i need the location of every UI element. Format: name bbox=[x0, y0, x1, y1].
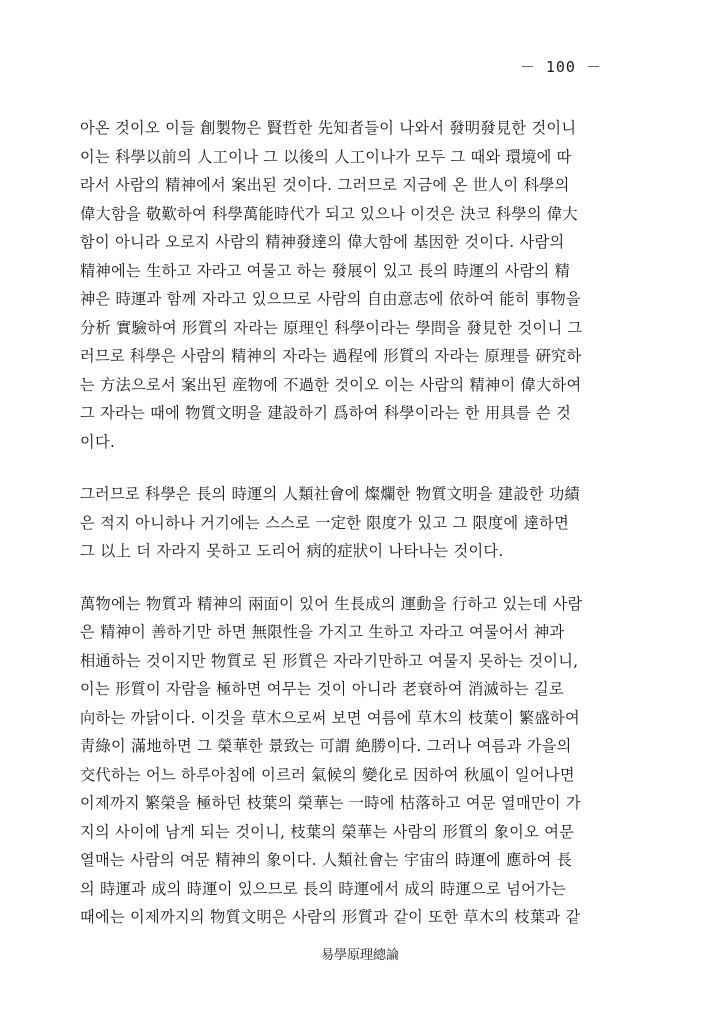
body-text bbox=[80, 114, 640, 932]
text-line: 萬物에는 物質과 精神의 兩面이 있어 生長成의 運動을 行하고 있는데 사람 bbox=[80, 594, 583, 613]
paragraph-3 bbox=[80, 590, 640, 932]
text-line: 精神에는 生하고 자라고 여물고 하는 發展이 있고 長의 時運의 사람의 精 bbox=[80, 261, 571, 280]
text-line: 지의 사이에 남게 되는 것이니, 枝葉의 榮華는 사람의 形質의 象이오 여문 bbox=[80, 822, 575, 841]
page-number: － 100 － bbox=[519, 58, 602, 76]
text-line: 그 以上 더 자라지 못하고 도리어 病的症狀이 나타나는 것이다. bbox=[80, 542, 504, 560]
text-line: 이는 科學以前의 人工이나 그 以後의 人工이나가 모두 그 때와 環境에 따 bbox=[80, 147, 572, 166]
text-line: 分析 實驗하여 形質의 자라는 原理인 科學이라는 學問을 發見한 것이니 그 bbox=[80, 318, 583, 337]
text-line: 함이 아니라 오로지 사람의 精神發達의 偉大함에 基因한 것이다. 사람의 bbox=[80, 233, 565, 251]
text-line: 靑綠이 滿地하면 그 榮華한 景致는 可謂 絶勝이다. 그러나 여름과 가을의 bbox=[80, 737, 572, 755]
text-line: 그러므로 科學은 長의 時運의 人類社會에 燦爛한 物質文明을 建設한 功績 bbox=[80, 485, 580, 503]
text-line: 은 적지 아니하나 거기에는 스스로 一定한 限度가 있고 그 限度에 達하면 bbox=[80, 513, 570, 532]
text-line: 열매는 사람의 여문 精神의 象이다. 人類社會는 宇宙의 時運에 應하여 長 bbox=[80, 851, 573, 869]
text-line: 이제까지 繁榮을 極하던 枝葉의 榮華는 一時에 枯落하고 여문 열매만이 가 bbox=[80, 794, 581, 812]
text-line: 는 方法으로서 案出된 産物에 不過한 것이오 이는 사람의 精神이 偉大하여 bbox=[80, 375, 582, 394]
text-line: 라서 사람의 精神에서 案出된 것이다. 그러므로 지금에 온 世人이 科學의 bbox=[80, 176, 570, 194]
text-line: 이는 形質이 자람을 極하면 여무는 것이 아니라 老衰하여 消滅하는 길로 bbox=[80, 680, 564, 698]
text-line: 러므로 科學은 사람의 精神의 자라는 過程에 形質의 자라는 原理를 硏究하 bbox=[80, 347, 582, 365]
page-footer: 易學原理總論 bbox=[320, 948, 399, 963]
text-line: 이다. bbox=[80, 432, 116, 451]
text-line: 交代하는 어느 하루아침에 이르러 氣候의 變化로 因하여 秋風이 일어나면 bbox=[80, 765, 575, 784]
text-line: 偉大함을 敬歎하여 科學萬能時代가 되고 있으나 이것은 決코 科學의 偉大 bbox=[80, 204, 578, 223]
text-line: 아온 것이오 이들 創製物은 賢哲한 先知者들이 나와서 發明發見한 것이니 bbox=[80, 119, 577, 137]
text-line: 向하는 까닭이다. 이것을 草木으로써 보면 여름에 草木의 枝葉이 繁盛하여 bbox=[80, 708, 580, 727]
text-line: 의 時運과 成의 時運이 있으므로 長의 時運에서 成의 時運으로 넘어가는 bbox=[80, 879, 566, 898]
text-line: 相通하는 것이지만 物質로 된 形質은 자라기만하고 여물지 못하는 것이니, bbox=[80, 651, 579, 670]
text-line: 그 자라는 때에 物質文明을 建設하기 爲하여 科學이라는 한 用具를 쓴 것 bbox=[80, 404, 572, 422]
paragraph-1 bbox=[80, 114, 640, 456]
paragraph-gap bbox=[80, 566, 640, 590]
text-line: 때에는 이제까지의 物質文明은 사람의 形質과 같이 또한 草木의 枝葉과 같 bbox=[80, 908, 581, 926]
text-line: 神은 時運과 함께 자라고 있으므로 사람의 自由意志에 依하여 能히 事物을 bbox=[80, 290, 581, 308]
text-line: 은 精神이 善하기만 하면 無限性을 가지고 生하고 자라고 여물어서 神과 bbox=[80, 623, 565, 641]
paragraph-2 bbox=[80, 480, 640, 566]
paragraph-gap bbox=[80, 456, 640, 480]
